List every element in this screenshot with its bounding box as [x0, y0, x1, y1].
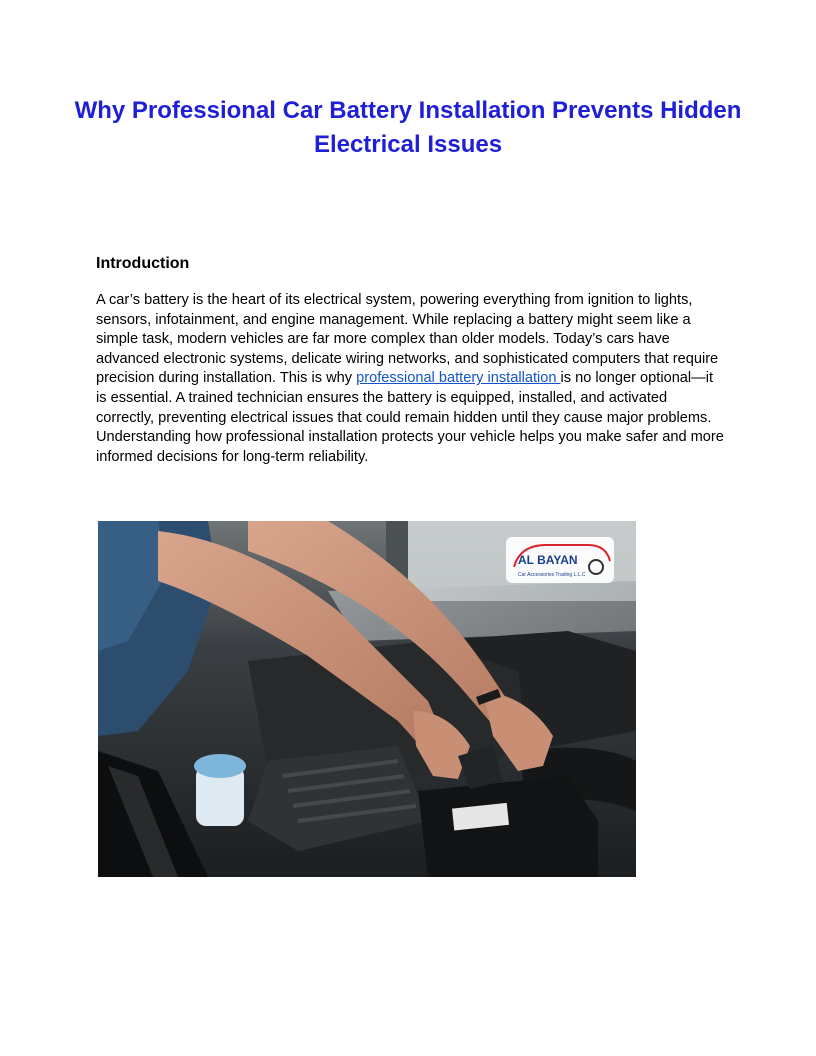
introduction-heading: Introduction — [96, 255, 190, 272]
battery-installation-photo — [98, 521, 636, 877]
paragraph-text-after-link: is no longer optional—it is essential. A trained technician ensures the battery is equipped, installed, and activated correctly, preventing electrical issues that could remain hidden until they cause major problems. Understanding how professional installation protects your vehicle helps you make safer and more informed decisions for long-term reliability. — [96, 370, 724, 465]
paragraph-text-before-link: A car’s battery is the heart of its electrical system, powering everything from ignition to lights, sensors, infotainment, and engine management. While replacing a battery might seem like a simple task, modern vehicles are far more complex than older models. Today’s cars have advanced electronic systems, delicate wiring networks, and sophisticated computers that require precision during installation. This is why — [96, 292, 719, 387]
logo-name: AL BAYAN — [518, 553, 578, 567]
page-title: Why Professional Car Battery Installation Prevents Hidden Electrical Issues — [74, 97, 742, 158]
car-battery — [418, 776, 598, 877]
introduction-paragraph — [96, 291, 724, 467]
professional-battery-installation-link[interactable]: professional battery installation — [356, 370, 561, 387]
al-bayan-logo — [506, 537, 614, 583]
logo-tagline: Car Accessories Trading L.L.C — [518, 572, 586, 578]
